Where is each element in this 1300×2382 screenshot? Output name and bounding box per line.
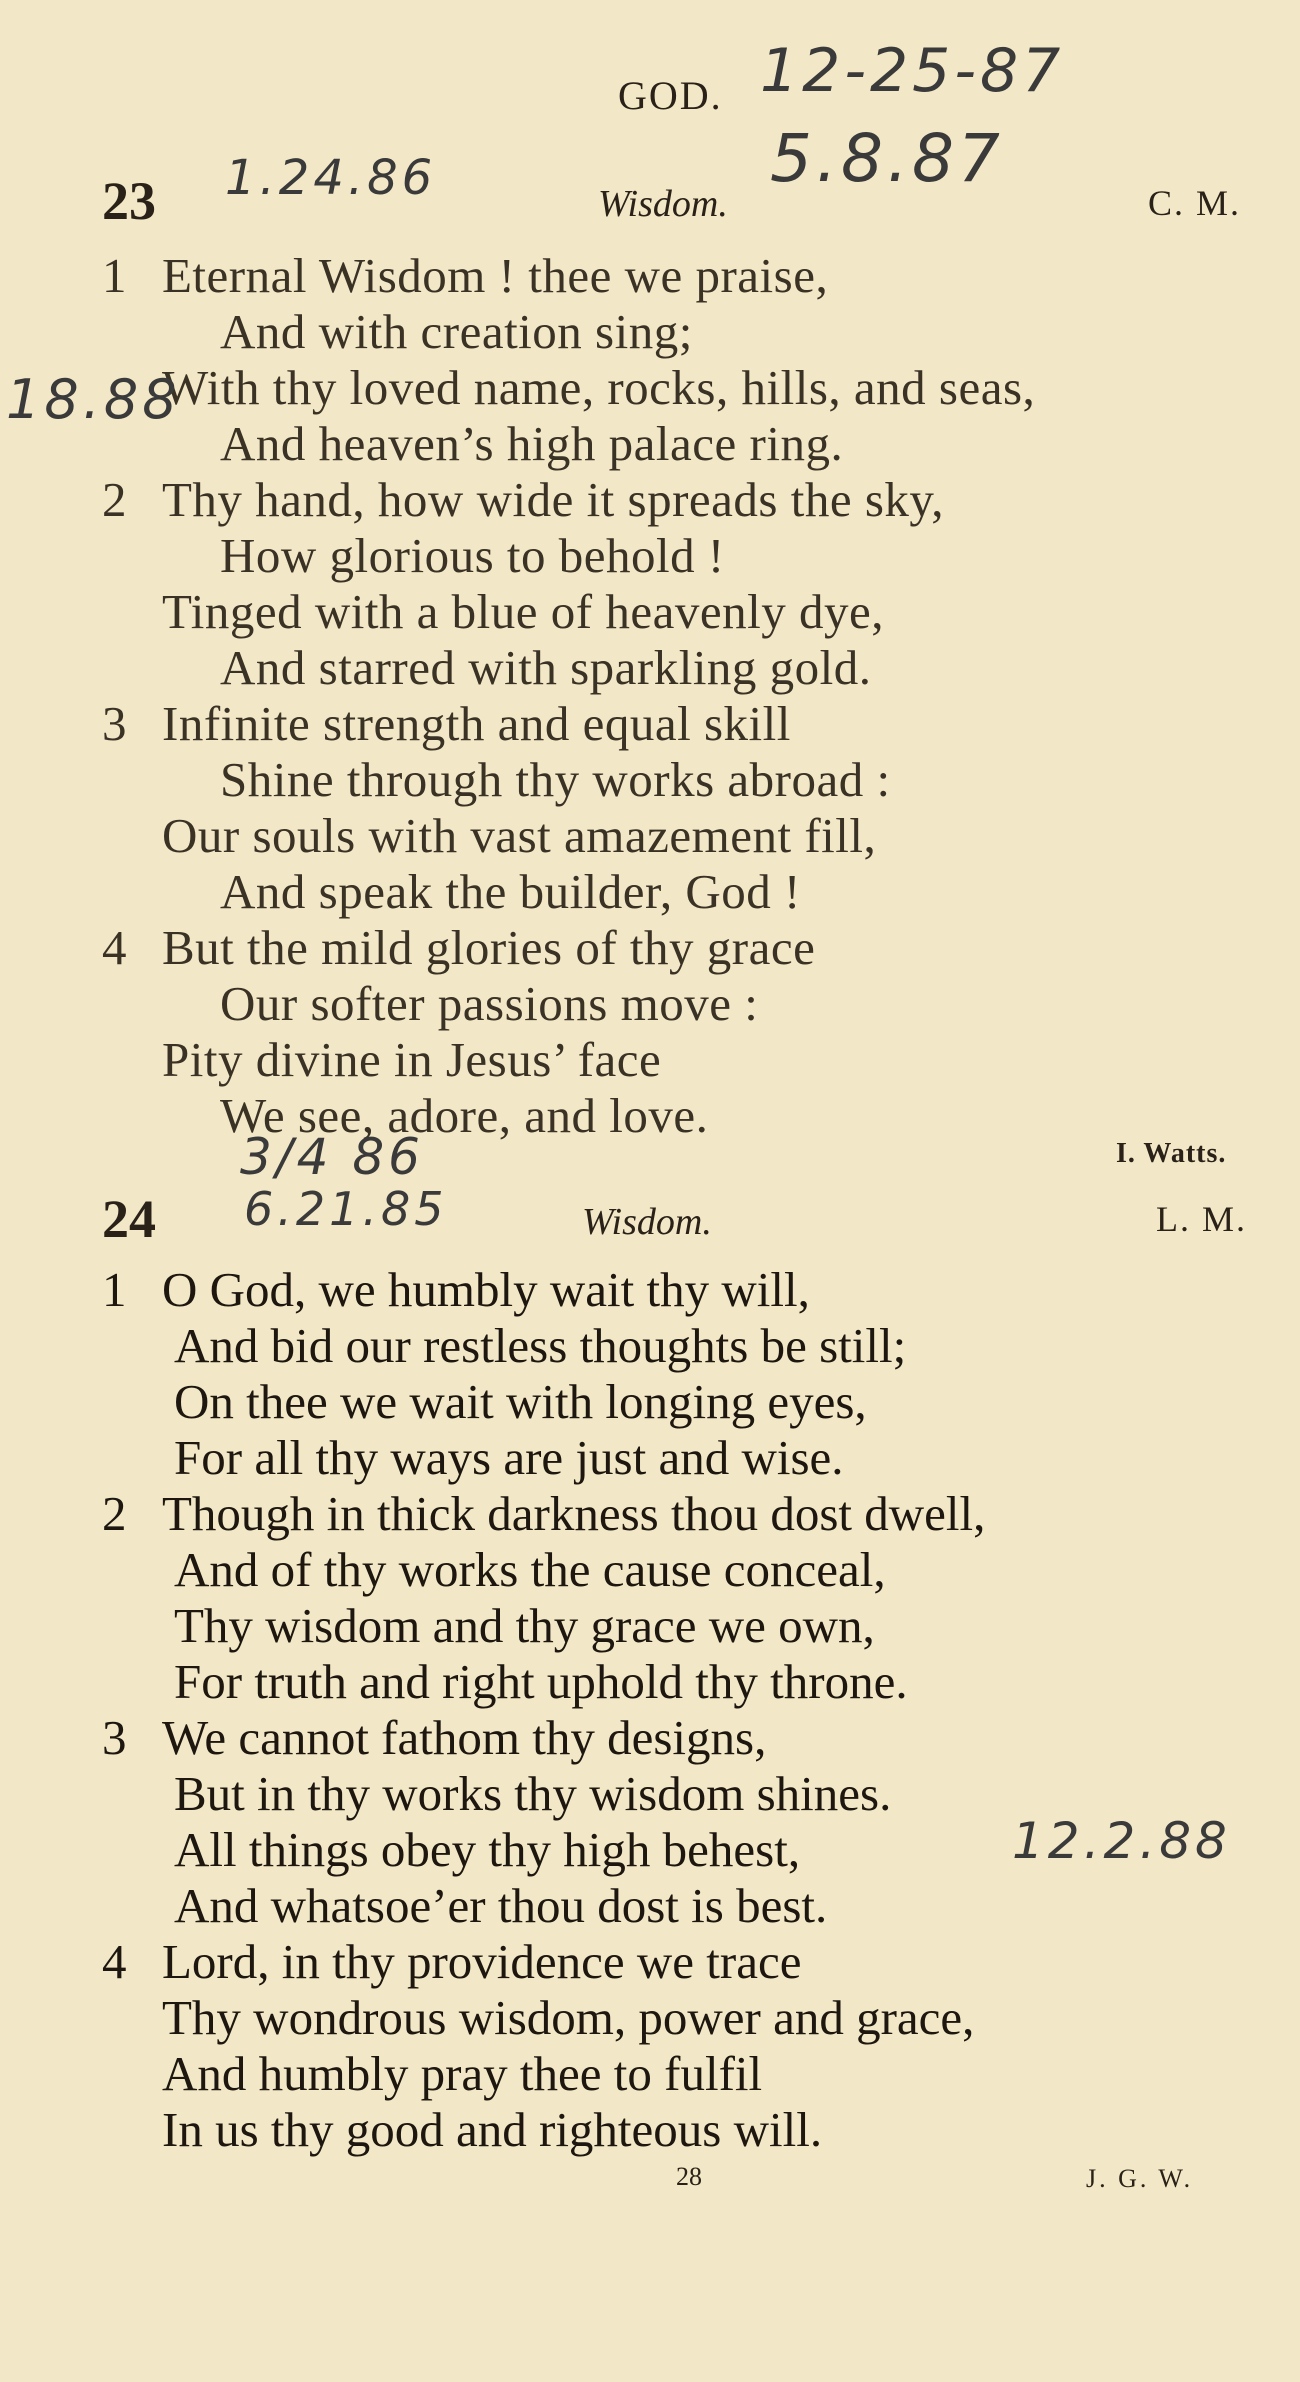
verse-line: Though in thick darkness thou dost dwell, xyxy=(162,1486,986,1541)
verse-line: Our souls with vast amazement fill, xyxy=(162,808,877,863)
verse-line: And humbly pray thee to fulfil xyxy=(162,2046,763,2101)
hymn-23-author: I. Watts. xyxy=(1116,1138,1227,1169)
verse-line: We cannot fathom thy designs, xyxy=(162,1710,767,1765)
verse-line: And heaven’s high palace ring. xyxy=(220,416,844,471)
verse-number: 2 xyxy=(102,1486,127,1541)
handwritten-date-24-verse3: 12.2.88 xyxy=(1012,1812,1231,1870)
verse-line: O God, we humbly wait thy will, xyxy=(162,1262,810,1317)
handwritten-date-top: 12-25-87 xyxy=(760,36,1065,106)
verse-number: 3 xyxy=(102,1710,127,1765)
verse-line: Infinite strength and equal skill xyxy=(162,696,791,751)
verse-line: Thy wondrous wisdom, power and grace, xyxy=(162,1990,975,2045)
verse-line: And whatsoe’er thou dost is best. xyxy=(174,1878,828,1933)
hymn-24-author: J. G. W. xyxy=(1086,2164,1194,2193)
verse-line: For all thy ways are just and wise. xyxy=(174,1430,844,1485)
verse-line: And speak the builder, God ! xyxy=(220,864,801,919)
verse-number: 4 xyxy=(102,920,127,975)
hymn-24-topic: Wisdom. xyxy=(582,1201,712,1243)
verse-number: 1 xyxy=(102,248,127,303)
verse-line: And with creation sing; xyxy=(220,304,693,359)
verse-number: 2 xyxy=(102,472,127,527)
verse-line: All things obey thy high behest, xyxy=(174,1822,801,1877)
verse-line: In us thy good and righteous will. xyxy=(162,2102,823,2157)
verse-line: Shine through thy works abroad : xyxy=(220,752,891,807)
verse-line: Thy wisdom and thy grace we own, xyxy=(174,1598,875,1653)
handwritten-date-24: 6.21.85 xyxy=(244,1182,448,1236)
hymn-23-meter: C. M. xyxy=(1148,183,1242,223)
handwritten-date-23: 1.24.86 xyxy=(225,150,437,206)
page-number: 28 xyxy=(676,2162,702,2191)
verse-line: On thee we wait with longing eyes, xyxy=(174,1374,867,1429)
hymn-23-number: 23 xyxy=(102,171,156,231)
verse-number: 1 xyxy=(102,1262,127,1317)
handwritten-margin-note: 18.88 xyxy=(6,368,181,431)
verse-line: For truth and right uphold thy throne. xyxy=(174,1654,908,1709)
hymn-24-meter: L. M. xyxy=(1156,1199,1247,1239)
verse-line: Tinged with a blue of heavenly dye, xyxy=(162,584,884,639)
handwritten-date-topic: 5.8.87 xyxy=(770,120,1004,197)
verse-line: Pity divine in Jesus’ face xyxy=(162,1032,662,1087)
verse-number: 4 xyxy=(102,1934,127,1989)
verse-line: Lord, in thy providence we trace xyxy=(162,1934,802,1989)
verse-line: But the mild glories of thy grace xyxy=(162,920,816,975)
running-head: GOD. xyxy=(618,73,723,118)
verse-line: Eternal Wisdom ! thee we praise, xyxy=(162,248,829,303)
hymn-24-number: 24 xyxy=(102,1189,156,1249)
verse-line: We see, adore, and love. xyxy=(220,1088,709,1143)
verse-line: How glorious to behold ! xyxy=(220,528,725,583)
verse-line: And of thy works the cause conceal, xyxy=(174,1542,886,1597)
verse-line: And bid our restless thoughts be still; xyxy=(174,1318,907,1373)
handwritten-date-after-23: 3/4 86 xyxy=(240,1128,424,1186)
verse-line: With thy loved name, rocks, hills, and seas, xyxy=(162,360,1036,415)
verse-line: And starred with sparkling gold. xyxy=(220,640,872,695)
verse-line: But in thy works thy wisdom shines. xyxy=(174,1766,892,1821)
verse-number: 3 xyxy=(102,696,127,751)
hymn-23-topic: Wisdom. xyxy=(598,183,728,225)
verse-line: Thy hand, how wide it spreads the sky, xyxy=(162,472,944,527)
verse-line: Our softer passions move : xyxy=(220,976,759,1031)
